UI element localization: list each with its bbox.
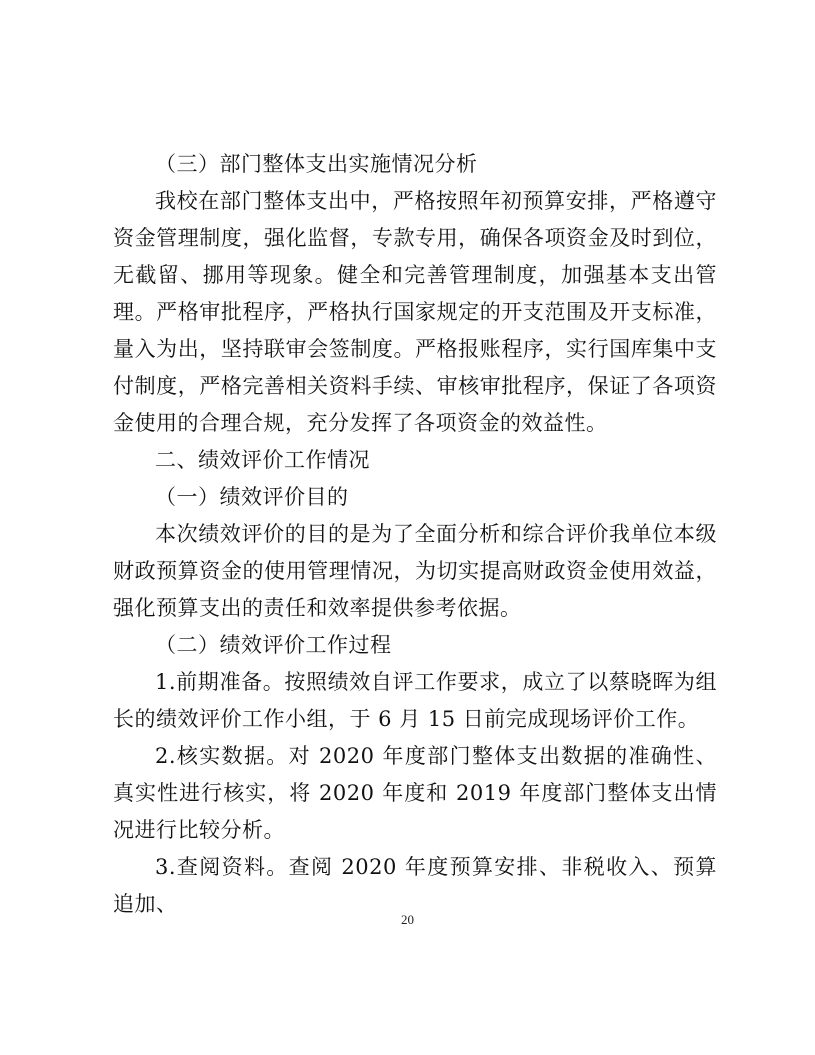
paragraph-expenditure-analysis: 我校在部门整体支出中，严格按照年初预算安排，严格遵守资金管理制度，强化监督，专款专用，确保各项资金及时到位，无截留、挪用等现象。健全和完善管理制度，加强基本支出管理。严格审批程序，严格执行国家规定的开支范围及开支标准，量入为出，坚持联审会签制度。严格报账程序，实行国库集中支付制度，严格完善相关资料手续、审核审批程序，保证了各项资金使用的合理合规，充分发挥了各项资金的效益性。	[113, 189, 717, 435]
paragraph-verify-data: 2.核实数据。对 2020 年度部门整体支出数据的准确性、真实性进行核实，将 2020 年度和 2019 年度部门整体支出情况进行比较分析。	[113, 744, 717, 842]
section-heading-3: （三）部门整体支出实施情况分析	[155, 152, 478, 176]
chapter-heading-2: 二、绩效评价工作情况	[155, 448, 370, 472]
section-heading-evaluation-process: （二）绩效评价工作过程	[155, 633, 392, 657]
paragraph-evaluation-purpose: 本次绩效评价的目的是为了全面分析和综合评价我单位本级财政预算资金的使用管理情况，为切实提高财政资金使用效益，强化预算支出的责任和效率提供参考依据。	[113, 522, 717, 620]
page-number: 20	[401, 912, 414, 927]
paragraph-preparation: 1.前期准备。按照绩效自评工作要求，成立了以蔡晓晖为组长的绩效评价工作小组，于 6 月 15 日前完成现场评价工作。	[113, 670, 717, 731]
section-heading-evaluation-purpose: （一）绩效评价目的	[155, 485, 349, 509]
document-body	[113, 146, 717, 923]
paragraph-review-materials: 3.查阅资料。查阅 2020 年度预算安排、非税收入、预算追加、	[113, 855, 717, 916]
